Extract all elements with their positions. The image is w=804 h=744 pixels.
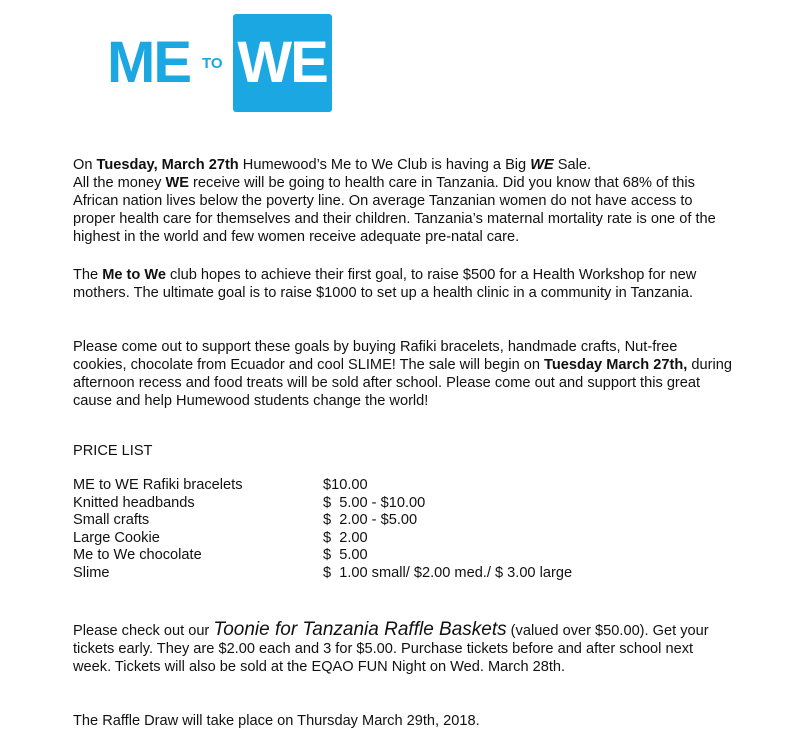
raffle-start: Please check out our <box>73 623 214 639</box>
goals-rest: club hopes to achieve their first goal, to raise $500 for a Health Workshop for new mothers. The ultimate goal is to raise $1000 to set up a health clinic in a community in Tanzania. <box>73 267 697 301</box>
draw-text: The Raffle Draw will take place on Thursday March 29th, 2018. <box>73 713 480 729</box>
logo-we-text: WE <box>237 30 327 95</box>
intro-date: Tuesday, March 27th <box>96 157 239 173</box>
price-list <box>73 477 572 583</box>
intro-line2-start: All the money <box>73 175 166 191</box>
price-item-value: $ 2.00 <box>323 529 368 546</box>
logo-me-text: ME <box>107 30 190 95</box>
intro-on: On <box>73 157 97 173</box>
price-item-value: $ 1.00 small/ $2.00 med./ $ 3.00 large <box>323 564 573 581</box>
price-row <box>73 565 572 583</box>
logo-to-text: TO <box>202 54 223 72</box>
price-item-name: Small crafts <box>73 512 150 529</box>
intro-we-emphasis: WE <box>530 157 554 173</box>
intro-club-text: Humewood’s Me to We Club is having a Big <box>238 157 531 173</box>
price-item-value: $ 5.00 - $10.00 <box>323 494 426 511</box>
price-row <box>73 547 572 565</box>
price-row <box>73 512 572 530</box>
intro-paragraph <box>73 156 733 246</box>
goals-club-name: Me to We <box>102 267 166 283</box>
goals-the: The <box>73 267 103 283</box>
logo-we-box <box>233 14 332 112</box>
price-row <box>73 477 572 495</box>
goals-paragraph <box>73 266 733 302</box>
raffle-rest: (valued over $50.00). Get your tickets early. They are $2.00 each and 3 for $5.00. Purchase tickets before and after school next week. Tickets will also be sold at the EQAO FUN Night on Wed. March 28th. <box>73 623 709 675</box>
support-rest: during afternoon recess and food treats will be sold after school. Please come out and support this great cause and help Humewood students change the world! <box>73 357 732 409</box>
raffle-title: Toonie for Tanzania Raffle Baskets <box>213 619 507 640</box>
support-date: Tuesday March 27th, <box>544 357 688 373</box>
price-list-heading: PRICE LIST <box>73 443 153 459</box>
price-item-name: Large Cookie <box>73 529 160 546</box>
price-item-name: Me to We chocolate <box>73 547 202 564</box>
price-item-value: $ 2.00 - $5.00 <box>323 512 418 529</box>
price-row <box>73 495 572 513</box>
price-item-value: $ 5.00 <box>323 547 368 564</box>
support-paragraph <box>73 338 733 410</box>
price-row <box>73 530 572 548</box>
me-to-we-logo <box>107 14 332 112</box>
price-item-name: Knitted headbands <box>73 494 195 511</box>
raffle-paragraph <box>73 621 733 676</box>
price-item-value: $10.00 <box>323 477 368 493</box>
intro-sale: Sale. <box>553 157 592 173</box>
price-item-name: ME to WE Rafiki bracelets <box>73 477 243 493</box>
draw-paragraph <box>73 712 733 730</box>
support-start: Please come out to support these goals by buying Rafiki bracelets, handmade crafts, Nut-free cookies, chocolate from Ecuador and cool SLIME! The sale will begin on <box>73 339 678 373</box>
intro-we-bold: WE <box>165 175 189 191</box>
intro-line2-rest: receive will be going to health care in Tanzania. Did you know that 68% of this African nation lives below the poverty line. On average Tanzanian women do not have access to proper health care for themselves and their children. Tanzania’s maternal mortality rate is one of the highest in the world and few women receive adequate pre-natal care. <box>73 175 716 245</box>
price-item-name: Slime <box>73 564 110 581</box>
